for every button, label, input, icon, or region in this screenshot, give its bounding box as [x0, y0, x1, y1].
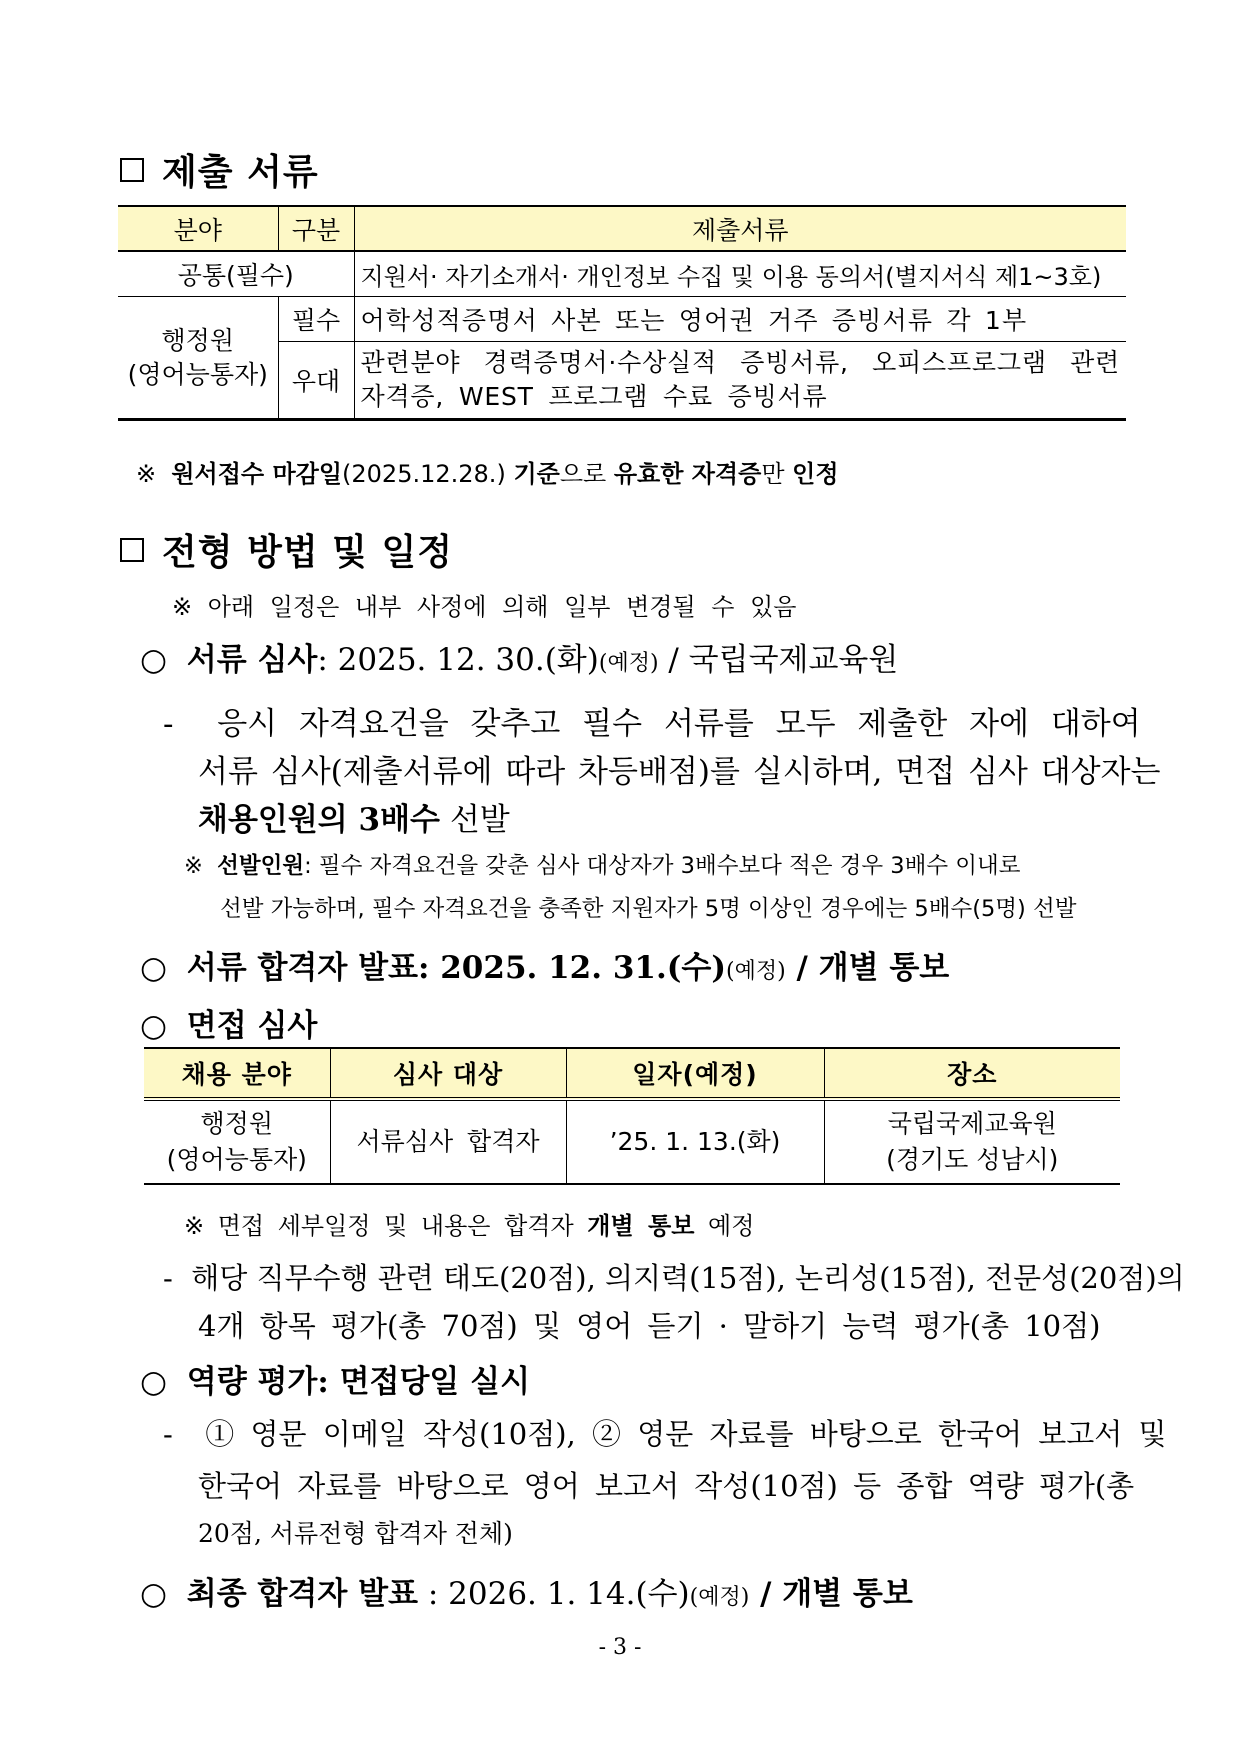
note-deadline: 원서접수 마감일: [171, 460, 343, 488]
place-line2: (경기도 성남시): [886, 1145, 1059, 1174]
section-title-text: 제출 서류: [162, 152, 319, 193]
doc-review-detail-line2: 서류 심사(제출서류에 따라 차등배점)를 실시하며, 면접 심사 대상자는: [198, 754, 1161, 790]
interview-note: [184, 1206, 754, 1241]
field-line1: 행정원: [200, 1109, 273, 1138]
note-mark: ※: [136, 460, 157, 488]
tentative-mark: (예정): [689, 1585, 750, 1610]
doc-review-detail-line3: [198, 794, 510, 839]
valid-certificate-note: [136, 454, 839, 489]
section-title-documents: [120, 144, 319, 195]
selection-text: 선발: [439, 802, 510, 838]
individual-notice: 개별 통보: [587, 1212, 695, 1240]
triple-selection: 채용인원의 3배수: [198, 802, 440, 838]
note-mark: ※: [184, 853, 203, 879]
cell-target: 서류심사 합격자: [330, 1099, 566, 1184]
doc-review-date: : 2025. 12. 30.(화): [317, 642, 599, 678]
cell-admin-field: [118, 297, 278, 420]
cell-required-category: 필수: [278, 297, 354, 342]
selection-label: 선발인원: [217, 853, 305, 879]
final-result-date: : 2026. 1. 14.(수): [418, 1576, 690, 1612]
tentative-mark: (예정): [726, 959, 786, 984]
page-number: - 3 -: [598, 1635, 642, 1660]
header-field: 분야: [118, 206, 278, 251]
table-row-required: [118, 297, 1126, 342]
header-target: 심사 대상: [330, 1048, 566, 1099]
checkbox-square-icon: [120, 158, 144, 182]
interview-item: [140, 1000, 317, 1045]
section-title-text: 전형 방법 및 일정: [162, 532, 454, 573]
detail-text: 해당 직무수행 관련 태도(20점), 의지력(15점), 논리성(15점), 전문성(20점)의: [191, 1261, 1185, 1295]
interview-detail-line2: 4개 항목 평가(총 70점) 및 영어 듣기 · 말하기 능력 평가(총 10점): [198, 1309, 1101, 1343]
detail-text: 응시 자격요건을 갖추고 필수 서류를 모두 제출한 자에 대하여: [217, 706, 1141, 742]
cell-required-docs: 어학성적증명서 사본 또는 영어권 거주 증빙서류 각 1부: [354, 297, 1126, 342]
note-basis: 기준: [513, 460, 560, 488]
header-documents: 제출서류: [354, 206, 1126, 251]
note-date: (2025.12.28.): [342, 460, 506, 488]
doc-result-item: [140, 942, 949, 987]
competency-detail-line3: 20점, 서류전형 합격자 전체): [198, 1519, 513, 1548]
interview-detail-line1: [163, 1256, 1185, 1297]
interview-label: 면접 심사: [186, 1008, 318, 1044]
selection-text: : 필수 자격요건을 갖춘 심사 대상자가 3배수보다 적은 경우 3배수 이내로: [304, 853, 1021, 879]
cell-field: [144, 1099, 330, 1184]
header-place: 장소: [824, 1048, 1120, 1099]
competency-label: 역량 평가: 면접당일 실시: [186, 1364, 531, 1400]
table-row: [144, 1099, 1120, 1184]
selection-note-line2: 선발 가능하며, 필수 자격요건을 충족한 지원자가 5명 이상인 경우에는 5배수(5명) 선발: [220, 896, 1077, 922]
detail-text: ① 영문 이메일 작성(10점), ② 영문 자료를 바탕으로 한국어 보고서 및: [205, 1417, 1167, 1451]
cell-date: ’25. 1. 13.(화): [566, 1099, 824, 1184]
cell-place: [824, 1099, 1120, 1184]
admin-field-line2: (영어능통자): [127, 359, 268, 389]
section-title-process: [120, 524, 453, 575]
field-line2: (영어능통자): [166, 1145, 307, 1174]
competency-detail-line1: [163, 1412, 1167, 1453]
cell-common-docs: 지원서· 자기소개서· 개인정보 수집 및 이용 동의서(별지서식 제1~3호): [354, 251, 1126, 297]
bullet: ○: [140, 642, 168, 678]
competency-item: [140, 1356, 530, 1401]
bullet: ○: [140, 1364, 168, 1400]
schedule-change-notice: ※ 아래 일정은 내부 사정에 의해 일부 변경될 수 있음: [172, 593, 797, 621]
note-text-end: 예정: [694, 1212, 755, 1240]
tentative-mark: (예정): [598, 651, 659, 676]
note-text: ※ 면접 세부일정 및 내용은 합격자: [184, 1212, 588, 1240]
doc-result-label: 서류 합격자 발표: [186, 950, 418, 986]
dash: -: [163, 1417, 173, 1451]
note-recognized: 인정: [792, 460, 839, 488]
admin-field-line1: 행정원: [161, 325, 234, 355]
interview-table: [144, 1047, 1120, 1185]
header-category: 구분: [278, 206, 354, 251]
doc-result-date: : 2025. 12. 31.(수): [418, 950, 727, 986]
individual-notice: 개별 통보: [818, 950, 950, 986]
cell-common-field: 공통(필수): [118, 251, 354, 297]
dash: -: [163, 706, 174, 742]
header-date: 일자(예정): [566, 1048, 824, 1099]
checkbox-square-icon: [120, 538, 144, 562]
note-valid-cert: 유효한 자격증: [613, 460, 762, 488]
selection-note-line1: [184, 848, 1020, 880]
cell-preferred-category: 우대: [278, 342, 354, 420]
documents-table: [118, 205, 1126, 421]
slash: /: [749, 1576, 783, 1612]
doc-review-place: / 국립국제교육원: [658, 642, 899, 678]
bullet: ○: [140, 1008, 168, 1044]
dash: -: [163, 1261, 173, 1295]
competency-detail-line2: 한국어 자료를 바탕으로 영어 보고서 작성(10점) 등 종합 역량 평가(총: [198, 1469, 1135, 1503]
note-particle: 으로: [559, 460, 607, 488]
table-row-common: [118, 251, 1126, 297]
note-only: 만: [761, 460, 785, 488]
final-result-item: [140, 1568, 913, 1613]
place-line1: 국립국제교육원: [887, 1109, 1057, 1138]
bullet: ○: [140, 950, 168, 986]
final-result-label: 최종 합격자 발표: [186, 1576, 418, 1612]
individual-notice: 개별 통보: [782, 1576, 913, 1612]
bullet: ○: [140, 1576, 168, 1612]
doc-review-detail-line1: [163, 698, 1141, 743]
slash: /: [785, 950, 819, 986]
cell-preferred-docs: 관련분야 경력증명서·수상실적 증빙서류, 오피스프로그램 관련 자격증, WEST 프로그램 수료 증빙서류: [354, 342, 1126, 420]
doc-review-item: [140, 634, 898, 679]
doc-review-label: 서류 심사: [186, 642, 318, 678]
header-recruit-field: 채용 분야: [144, 1048, 330, 1099]
